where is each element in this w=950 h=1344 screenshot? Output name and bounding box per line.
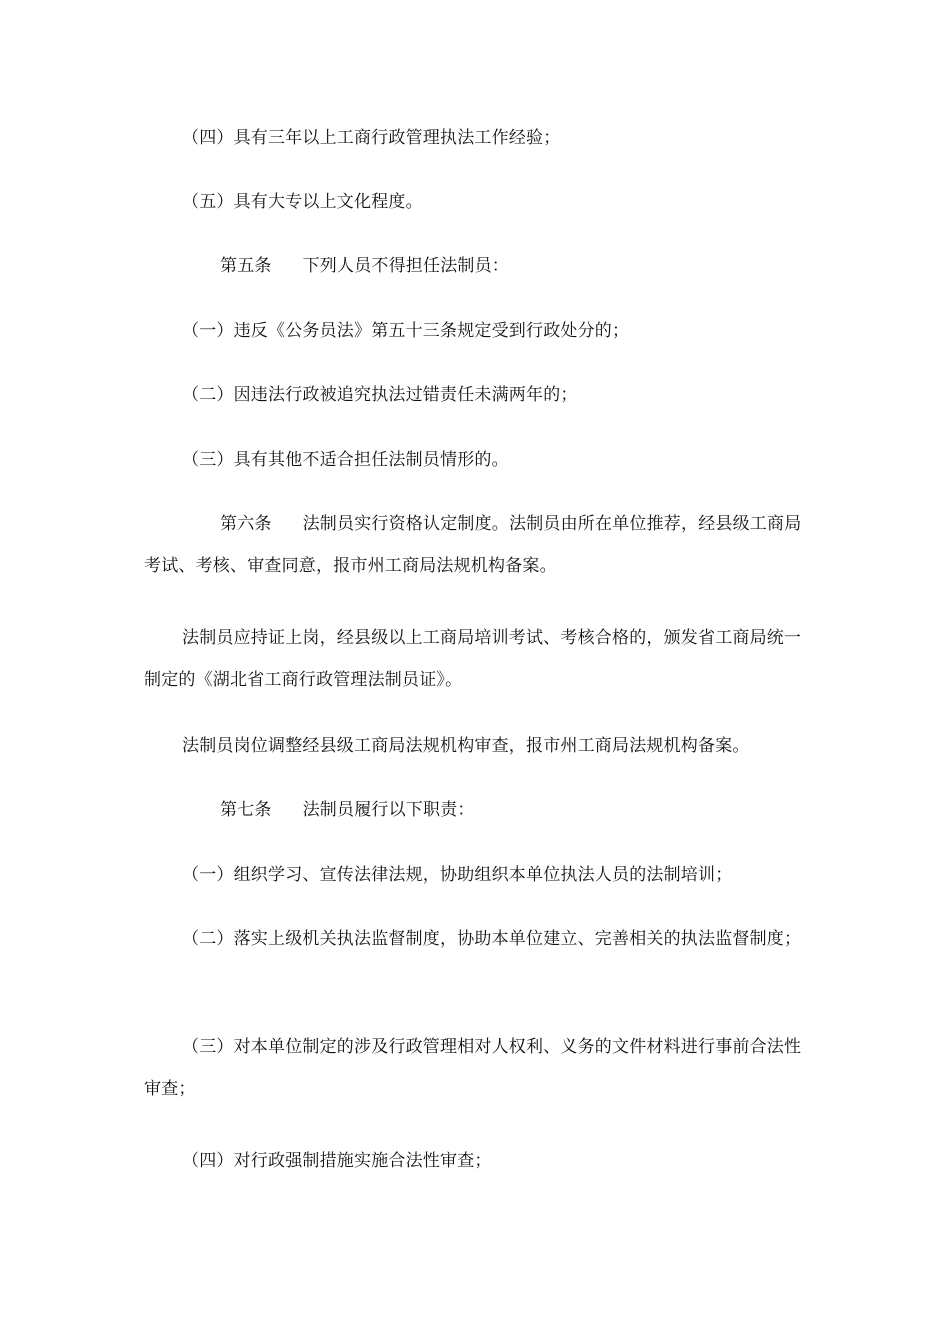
paragraph-item-1-violation <box>144 310 810 352</box>
paragraph-text: 法制员履行以下职责： <box>302 800 475 820</box>
article-5 <box>144 245 810 287</box>
paragraph-duty-1 <box>144 854 810 896</box>
paragraph-text: （一）组织学习、宣传法律法规，协助组织本单位执法人员的法制培训； <box>182 865 733 885</box>
paragraph-text: （三）对本单位制定的涉及行政管理相对人权利、义务的文件材料进行事前合法性审查； <box>144 1037 802 1099</box>
paragraph-text: （二）因违法行政被追究执法过错责任未满两年的； <box>182 385 578 405</box>
paragraph-item-4-experience <box>144 117 810 159</box>
article-6 <box>144 503 810 587</box>
paragraph-text: （四）具有三年以上工商行政管理执法工作经验； <box>182 128 561 148</box>
paragraph-item-3-other <box>144 439 810 481</box>
paragraph-text: （三）具有其他不适合担任法制员情形的。 <box>182 450 509 470</box>
paragraph-text: （四）对行政强制措施实施合法性审查； <box>182 1151 492 1171</box>
article-number: 第七条 <box>220 800 272 820</box>
article-number: 第五条 <box>220 256 272 276</box>
paragraph-text: 法制员岗位调整经县级工商局法规机构审查，报市州工商局法规机构备案。 <box>182 736 750 756</box>
paragraph-text: （一）违反《公务员法》第五十三条规定受到行政处分的； <box>182 321 630 341</box>
paragraph-item-5-education <box>144 181 810 223</box>
paragraph-text: （二）落实上级机关执法监督制度，协助本单位建立、完善相关的执法监督制度； <box>182 929 802 949</box>
paragraph-duty-3 <box>144 1026 810 1110</box>
paragraph-text: 法制员应持证上岗，经县级以上工商局培训考试、考核合格的，颁发省工商局统一制定的《湖北省工商行政管理法制员证》。 <box>144 628 802 690</box>
paragraph-certificate <box>144 617 810 701</box>
paragraph-position-adjustment <box>144 725 810 767</box>
paragraph-text: 下列人员不得担任法制员： <box>302 256 510 276</box>
paragraph-text: 法制员实行资格认定制度。法制员由所在单位推荐，经县级工商局考试、考核、审查同意，报市州工商局法规机构备案。 <box>144 514 802 576</box>
paragraph-duty-4 <box>144 1140 810 1182</box>
paragraph-text: （五）具有大专以上文化程度。 <box>182 192 423 212</box>
article-number: 第六条 <box>220 514 272 534</box>
paragraph-item-2-fault <box>144 374 810 416</box>
article-7 <box>144 789 810 831</box>
paragraph-duty-2 <box>144 918 810 960</box>
